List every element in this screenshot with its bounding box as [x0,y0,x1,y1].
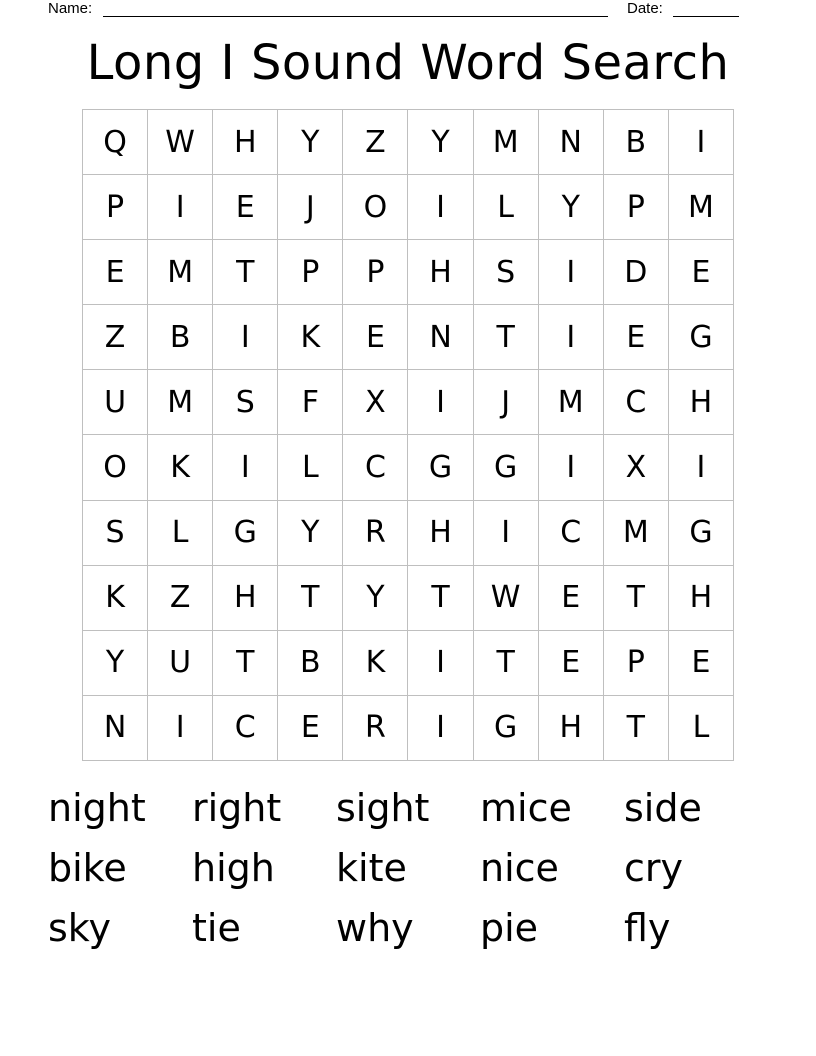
grid-cell: E [213,175,278,240]
grid-cell: K [83,566,148,631]
grid-cell: M [669,175,734,240]
grid-cell: H [408,240,473,305]
grid-cell: E [604,305,669,370]
word-bank [48,778,768,958]
grid-cell: J [474,370,539,435]
grid-cell: W [148,110,213,175]
grid-cell: E [539,566,604,631]
word-bank-item: night [48,786,146,830]
grid-cell: I [148,175,213,240]
letter-grid [82,109,734,761]
grid-cell: K [278,305,343,370]
grid-cell: B [604,110,669,175]
grid-cell: B [278,631,343,696]
grid-cell: S [474,240,539,305]
word-bank-item: fly [624,906,671,950]
grid-cell: N [539,110,604,175]
grid-cell: H [669,566,734,631]
grid-cell: I [408,175,473,240]
grid-cell: O [83,435,148,500]
grid-cell: C [539,501,604,566]
grid-cell: U [83,370,148,435]
grid-cell: X [343,370,408,435]
grid-cell: Y [278,501,343,566]
grid-cell: Y [343,566,408,631]
grid-cell: Z [343,110,408,175]
grid-cell: H [539,696,604,761]
word-bank-item: sky [48,906,111,950]
grid-cell: T [474,631,539,696]
grid-cell: S [83,501,148,566]
grid-cell: Z [83,305,148,370]
grid-cell: K [148,435,213,500]
grid-cell: M [148,240,213,305]
grid-cell: C [213,696,278,761]
grid-cell: I [669,435,734,500]
grid-cell: L [474,175,539,240]
grid-cell: L [669,696,734,761]
word-bank-item: high [192,846,275,890]
grid-cell: P [343,240,408,305]
word-bank-item: side [624,786,702,830]
word-bank-item: tie [192,906,241,950]
grid-cell: P [83,175,148,240]
grid-cell: M [539,370,604,435]
grid-cell: P [278,240,343,305]
grid-cell: D [604,240,669,305]
word-bank-item: right [192,786,282,830]
word-bank-item: kite [336,846,407,890]
grid-cell: S [213,370,278,435]
grid-cell: M [474,110,539,175]
grid-cell: P [604,175,669,240]
grid-cell: R [343,501,408,566]
grid-cell: E [539,631,604,696]
grid-cell: Y [408,110,473,175]
grid-cell: G [669,305,734,370]
grid-cell: B [148,305,213,370]
grid-cell: I [408,696,473,761]
grid-cell: I [213,435,278,500]
grid-cell: I [474,501,539,566]
grid-cell: I [408,370,473,435]
date-label: Date: [627,0,663,17]
grid-cell: N [83,696,148,761]
grid-cell: G [408,435,473,500]
grid-cell: C [604,370,669,435]
grid-cell: T [408,566,473,631]
word-bank-item: cry [624,846,684,890]
grid-cell: Q [83,110,148,175]
grid-cell: L [278,435,343,500]
grid-cell: I [213,305,278,370]
grid-cell: E [278,696,343,761]
grid-cell: W [474,566,539,631]
grid-cell: T [604,566,669,631]
grid-cell: E [343,305,408,370]
grid-cell: C [343,435,408,500]
grid-cell: T [213,631,278,696]
grid-cell: E [669,631,734,696]
grid-cell: F [278,370,343,435]
grid-cell: G [213,501,278,566]
grid-cell: H [408,501,473,566]
word-bank-item: mice [480,786,572,830]
grid-cell: J [278,175,343,240]
grid-cell: T [474,305,539,370]
grid-cell: L [148,501,213,566]
grid-cell: I [539,435,604,500]
grid-cell: I [408,631,473,696]
grid-cell: E [83,240,148,305]
grid-cell: P [604,631,669,696]
grid-cell: T [213,240,278,305]
grid-cell: Y [278,110,343,175]
grid-cell: K [343,631,408,696]
grid-cell: G [474,696,539,761]
grid-cell: I [669,110,734,175]
grid-cell: E [669,240,734,305]
name-label: Name: [48,0,93,17]
grid-cell: M [148,370,213,435]
grid-cell: R [343,696,408,761]
grid-cell: X [604,435,669,500]
word-bank-item: bike [48,846,127,890]
grid-cell: T [278,566,343,631]
name-blank-line [103,16,608,17]
worksheet-header [0,0,816,20]
grid-cell: Y [83,631,148,696]
grid-cell: I [539,305,604,370]
grid-cell: Z [148,566,213,631]
grid-cell: U [148,631,213,696]
grid-cell: T [604,696,669,761]
grid-cell: O [343,175,408,240]
word-bank-item: pie [480,906,539,950]
page-title: Long I Sound Word Search [86,35,730,91]
grid-cell: H [213,566,278,631]
date-blank-line [673,16,739,17]
grid-cell: I [539,240,604,305]
word-bank-item: nice [480,846,559,890]
word-bank-item: why [336,906,414,950]
grid-cell: M [604,501,669,566]
grid-cell: I [148,696,213,761]
grid-cell: Y [539,175,604,240]
grid-cell: G [474,435,539,500]
grid-cell: G [669,501,734,566]
grid-cell: H [669,370,734,435]
grid-cell: H [213,110,278,175]
word-bank-item: sight [336,786,430,830]
grid-cell: N [408,305,473,370]
